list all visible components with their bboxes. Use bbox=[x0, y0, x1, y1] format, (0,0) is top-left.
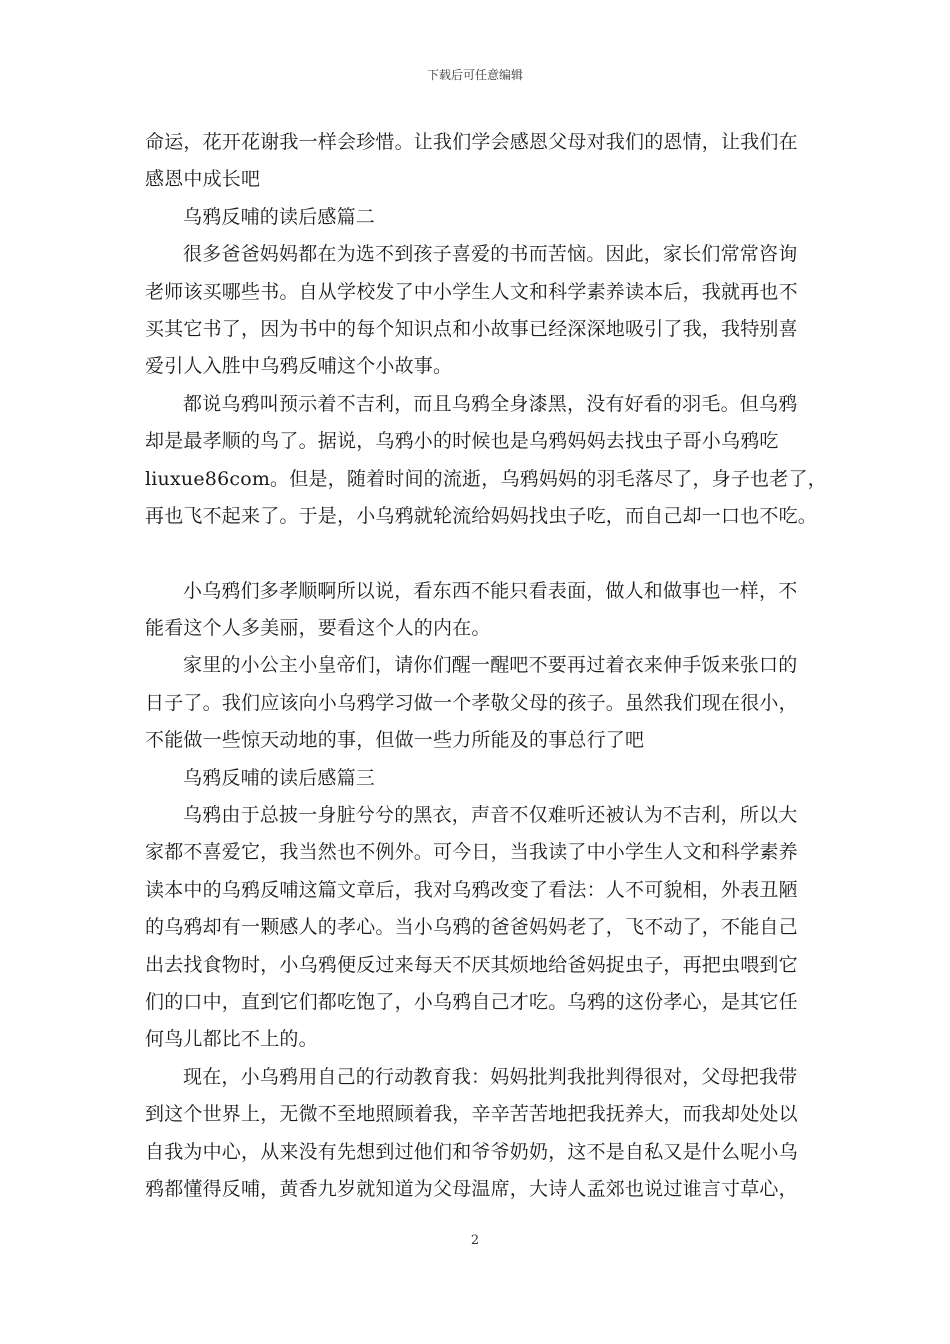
paragraph-line: 感恩中成长吧 bbox=[145, 168, 261, 191]
paragraph-line: 家都不喜爱它，我当然也不例外。可今日，当我读了中小学生人文和科学素养 bbox=[145, 841, 798, 864]
document-body bbox=[145, 124, 827, 1208]
paragraph-line: 鸦都懂得反哺，黄香九岁就知道为父母温席，大诗人孟郊也说过谁言寸草心， bbox=[145, 1177, 798, 1200]
section-heading: 乌鸦反哺的读后感篇二 bbox=[183, 205, 376, 228]
paragraph-line: 家里的小公主小皇帝们，请你们醒一醒吧不要再过着衣来伸手饭来张口的 bbox=[183, 654, 798, 677]
paragraph-line: 自我为中心，从来没有先想到过他们和爷爷奶奶，这不是自私又是什么呢小乌 bbox=[145, 1140, 798, 1163]
paragraph-line: 却是最孝顺的鸟了。据说，乌鸦小的时候也是乌鸦妈妈去找虫子哥小乌鸦吃 bbox=[145, 430, 779, 453]
paragraph-line: 爱引人入胜中乌鸦反哺这个小故事。 bbox=[145, 355, 453, 378]
paragraph-line: 能看这个人多美丽，要看这个人的内在。 bbox=[145, 617, 491, 640]
paragraph-line: 命运，花开花谢我一样会珍惜。让我们学会感恩父母对我们的恩情，让我们在 bbox=[145, 131, 798, 153]
paragraph-line: 很多爸爸妈妈都在为选不到孩子喜爱的书而苦恼。因此，家长们常常咨询 bbox=[183, 243, 798, 266]
section-heading: 乌鸦反哺的读后感篇三 bbox=[183, 766, 376, 789]
paragraph-line: liuxue86com。但是，随着时间的流逝，乌鸦妈妈的羽毛落尽了，身子也老了， bbox=[145, 467, 827, 490]
paragraph-line: 读本中的乌鸦反哺这篇文章后，我对乌鸦改变了看法：人不可貌相，外表丑陋 bbox=[145, 878, 798, 901]
paragraph-line: 再也飞不起来了。于是，小乌鸦就轮流给妈妈找虫子吃，而自己却一口也不吃。 bbox=[145, 504, 818, 527]
paragraph-line: 日子了。我们应该向小乌鸦学习做一个孝敬父母的孩子。虽然我们现在很小， bbox=[145, 691, 798, 714]
paragraph-line: 到这个世界上，无微不至地照顾着我，辛辛苦苦地把我抚养大，而我却处处以 bbox=[145, 1103, 798, 1126]
paragraph-line: 出去找食物时，小乌鸦便反过来每天不厌其烦地给爸妈捉虫子，再把虫喂到它 bbox=[145, 953, 798, 976]
paragraph-line: 老师该买哪些书。自从学校发了中小学生人文和科学素养读本后，我就再也不 bbox=[145, 280, 798, 303]
paragraph-line: 们的口中，直到它们都吃饱了，小乌鸦自己才吃。乌鸦的这份孝心，是其它任 bbox=[145, 990, 798, 1013]
paragraph-line: 乌鸦由于总披一身脏兮兮的黑衣，声音不仅难听还被认为不吉利，所以大 bbox=[183, 804, 798, 827]
page-number: 2 bbox=[470, 1233, 480, 1248]
paragraph-line: 都说乌鸦叫预示着不吉利，而且乌鸦全身漆黑，没有好看的羽毛。但乌鸦 bbox=[183, 392, 798, 415]
paragraph-line: 小乌鸦们多孝顺啊所以说，看东西不能只看表面，做人和做事也一样，不 bbox=[183, 579, 798, 602]
paragraph-line: 的乌鸦却有一颗感人的孝心。当小乌鸦的爸爸妈妈老了，飞不动了，不能自己 bbox=[145, 916, 798, 939]
paragraph-line: 现在，小乌鸦用自己的行动教育我：妈妈批判我批判得很对，父母把我带 bbox=[183, 1065, 798, 1088]
paragraph-line: 何鸟儿都比不上的。 bbox=[145, 1028, 318, 1051]
paragraph-gap bbox=[145, 535, 813, 572]
paragraph-line: 不能做一些惊天动地的事，但做一些力所能及的事总行了吧 bbox=[145, 729, 645, 752]
paragraph-line: 买其它书了，因为书中的每个知识点和小故事已经深深地吸引了我，我特别喜 bbox=[145, 317, 798, 340]
page-header: 下载后可任意编辑 bbox=[426, 68, 523, 82]
